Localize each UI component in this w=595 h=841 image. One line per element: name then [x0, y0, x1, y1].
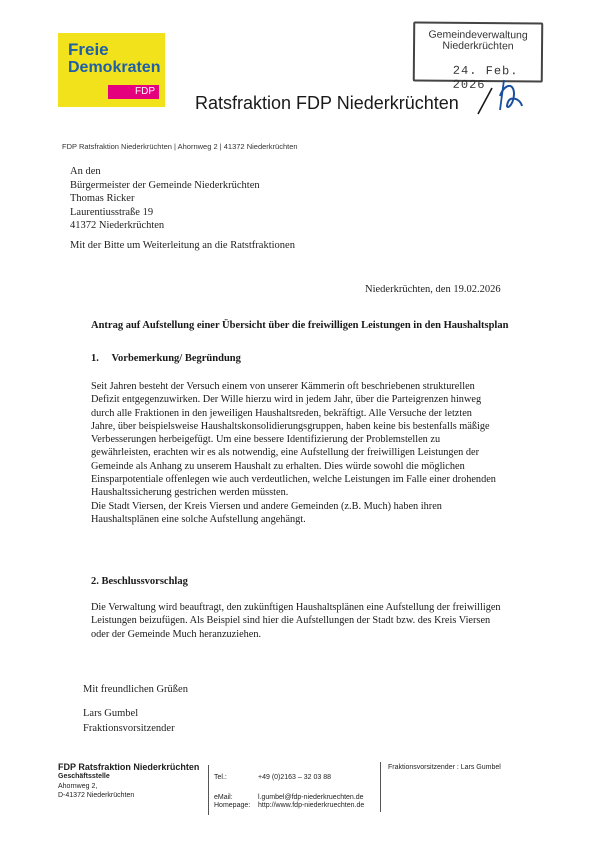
body-line: Einsparpotentiale offenlegen wie auch verdeutlichen, welche Leistungen im Falle einer drohenden	[91, 474, 496, 486]
sender-address-line: FDP Ratsfraktion Niederkrüchten | Ahornweg 2 | 41372 Niederkrüchten	[62, 142, 298, 151]
footer-homepage-label: Homepage:	[214, 802, 251, 809]
footer-divider	[380, 762, 381, 812]
closing-greeting: Mit freundlichen Grüßen	[83, 684, 188, 695]
recipient-line: Thomas Ricker	[70, 193, 135, 204]
recipient-address	[70, 165, 260, 233]
stamp-line-1: Gemeindeverwaltung	[428, 28, 528, 42]
subject-line: Antrag auf Aufstellung einer Übersicht über die freiwilligen Leistungen in den Haushaltsplan	[91, 320, 509, 331]
body-line: Gemeinde als Anhang zu unserem Haushalt zu erhalten. Dies würde sowohl die möglichen	[91, 460, 465, 472]
body-line: Haushaltssicherung gestrichen werden müssten.	[91, 487, 289, 499]
footer-chair: Fraktionsvorsitzender : Lars Gumbel	[388, 764, 501, 771]
section-2-heading: 2. Beschlussvorschlag	[91, 576, 188, 587]
closing-block	[83, 683, 188, 737]
footer-email-label: eMail:	[214, 794, 233, 801]
recipient-line: Laurentiusstraße 19	[70, 206, 154, 218]
section-1-body	[91, 380, 551, 526]
letterhead-title: Ratsfraktion FDP Niederkrüchten	[195, 93, 459, 113]
body-line: Seit Jahren besteht der Versuch einem von unserer Kämmerin oft beschriebenen strukturellen	[91, 381, 475, 392]
signer-role: Fraktionsvorsitzender	[83, 723, 175, 734]
body-line: Jahre, über beispielsweise Haushaltskonsolidierungsgruppen, haben keine bis bestenfalls mäßige	[91, 420, 490, 432]
footer-office-label: Geschäftsstelle	[58, 773, 110, 780]
recipient-line: Bürgermeister der Gemeinde Niederkrüchten	[70, 179, 260, 191]
footer-org-name: FDP Ratsfraktion Niederkrüchten	[58, 762, 200, 772]
body-line: oder der Gemeinde Much heranzuziehen.	[91, 628, 262, 640]
section-1-number: 1.	[91, 353, 99, 364]
logo-text-demokraten: Demokraten	[68, 59, 161, 76]
body-line: Leistungen beizufügen. Als Beispiel sind hier die Aufstellungen der Stadt bzw. des Kreis Viersen	[91, 615, 491, 627]
fdp-logo	[58, 33, 165, 107]
footer-homepage-link[interactable]: http://www.fdp-niederkruechten.de	[258, 802, 365, 809]
recipient-line: 41372 Niederkrüchten	[70, 220, 165, 231]
date-line: Niederkrüchten, den 19.02.2026	[365, 284, 501, 295]
handwritten-signature-icon	[470, 66, 530, 121]
recipient-line: An den	[70, 166, 101, 177]
footer-email-link[interactable]: l.gumbel@fdp-niederkruechten.de	[258, 794, 364, 801]
body-line: Die Verwaltung wird beauftragt, den zukünftigen Haushaltsplänen eine Aufstellung der freiwilligen	[91, 602, 501, 613]
forward-note: Mit der Bitte um Weiterleitung an die Ratstfraktionen	[70, 240, 295, 251]
footer-city: D-41372 Niederkrüchten	[58, 792, 135, 799]
footer-divider	[208, 765, 209, 815]
body-line: gewährleisten, erachten wir es als notwendig, eine Aufstellung der freiwilligen Leistungen der	[91, 447, 480, 459]
section-1-title: Vorbemerkung/ Begründung	[111, 353, 241, 364]
logo-badge-fdp: FDP	[108, 85, 159, 99]
footer-tel-value: +49 (0)2163 – 32 03 88	[258, 774, 331, 781]
footer-street: Ahornweg 2,	[58, 783, 98, 790]
section-2-body	[91, 601, 551, 641]
body-line: Haushaltsplänen eine solche Aufstellung angehängt.	[91, 513, 306, 525]
section-1-heading	[91, 353, 241, 364]
signer-name: Lars Gumbel	[83, 708, 139, 719]
stamp-line-2: Niederkrüchten	[442, 39, 514, 53]
body-line: durch alle Fraktionen in den jeweiligen Haushaltsreden, bekräftigt. Alle Versuche der letzten	[91, 407, 472, 419]
body-line: Defizit entgegenzuwirken. Der Wille hierzu wird in jedem Jahr, über die Parteigrenzen hinweg	[91, 394, 482, 406]
stamp-date: 24. Feb. 2026	[452, 63, 519, 93]
body-line: Die Stadt Viersen, der Kreis Viersen und andere Gemeinden (z.B. Much) haben ihren	[91, 500, 442, 512]
logo-text-freie: Freie	[68, 40, 109, 59]
footer-tel-label: Tel.:	[214, 774, 227, 781]
body-line: Verbesserungen herbeigefügt. Um eine bessere Identifizierung der Problemstellen zu	[91, 434, 441, 446]
